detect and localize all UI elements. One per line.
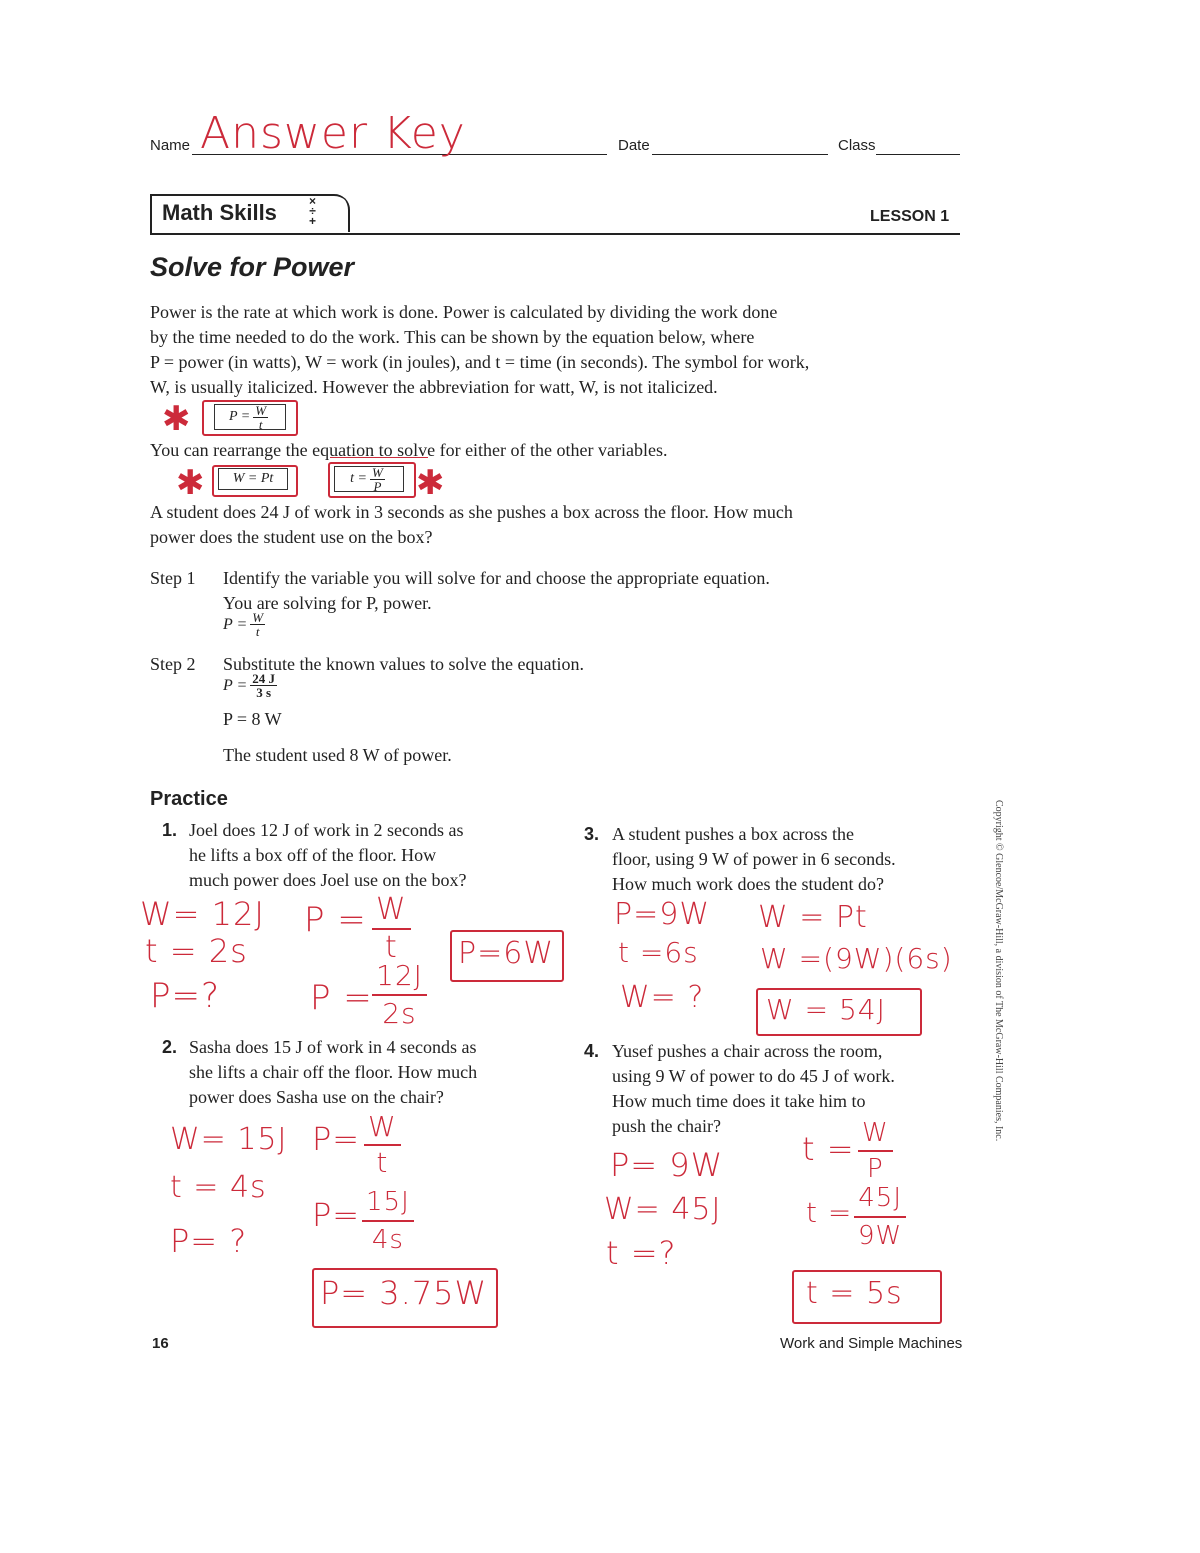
step2-eq-lhs: P =	[223, 676, 248, 694]
q1-given-time: t = 2s	[145, 932, 248, 970]
q1-eq-num: W	[372, 894, 411, 930]
q4-eq-fraction	[858, 1118, 893, 1184]
q4-line-1: Yusef pushes a chair across the room,	[612, 1041, 883, 1061]
q1-eq-fraction	[372, 894, 411, 964]
q3-number: 3.	[584, 824, 600, 844]
main-eq-num: W	[255, 402, 267, 418]
date-underline	[652, 154, 828, 155]
alt2-num: W	[372, 464, 383, 480]
q3-answer: W = 54J	[766, 993, 886, 1026]
q2-line-1: Sasha does 15 J of work in 4 seconds as	[189, 1037, 477, 1057]
q2-given-time: t = 4s	[170, 1170, 267, 1205]
rearrange-text: You can rearrange the equation to solve for either of the other variables.	[150, 440, 668, 460]
q4-sub-num: 45J	[854, 1182, 906, 1218]
q4-given-power: P= 9W	[610, 1146, 724, 1184]
step2-result: P = 8 W	[223, 709, 282, 729]
copyright-notice: Copyright © Glencoe/McGraw-Hill, a division of The McGraw-Hill Companies, Inc.	[993, 800, 1004, 1142]
q4-line-3: How much time does it take him to	[612, 1091, 866, 1111]
q1-line-2: he lifts a box off of the floor. How	[189, 845, 437, 865]
q4-sub-den: 9W	[858, 1221, 903, 1251]
alt2-fraction	[370, 466, 385, 493]
step2-equation	[223, 672, 280, 699]
q1-sub-lhs: P =	[310, 978, 373, 1018]
step1-eq-den: t	[255, 624, 260, 639]
q4-answer: t = 5s	[806, 1276, 903, 1311]
q3-given-time: t =6s	[618, 936, 699, 969]
example-conclusion: The student used 8 W of power.	[223, 745, 452, 765]
lesson-label: LESSON 1	[870, 208, 950, 225]
q3-line-2: floor, using 9 W of power in 6 seconds.	[612, 849, 896, 869]
alt-equation-1: W = Pt	[218, 468, 288, 490]
step1-eq-fraction	[250, 611, 265, 638]
q2-eq-lhs: P=	[312, 1120, 361, 1158]
q1-sub-fraction	[372, 960, 427, 1030]
step2-eq-fraction	[250, 672, 277, 699]
q2-sub-den: 4s	[371, 1225, 404, 1255]
q4-given-work: W= 45J	[604, 1192, 722, 1227]
q3-line-1: A student pushes a box across the	[612, 824, 854, 844]
q2-line-3: power does Sasha use on the chair?	[189, 1087, 444, 1107]
q1-sub-num: 12J	[372, 960, 427, 996]
q2-unknown: P= ?	[170, 1222, 248, 1260]
step2-label: Step 2	[150, 654, 196, 674]
q4-eq-lhs: t =	[802, 1130, 855, 1168]
q3-given-power: P=9W	[614, 897, 710, 932]
q1-number: 1.	[162, 820, 178, 840]
q3-substitution: W =(9W)(6s)	[760, 942, 953, 975]
q4-number: 4.	[584, 1041, 600, 1061]
q1-unknown: P=?	[150, 976, 221, 1016]
q1-line-1: Joel does 12 J of work in 2 seconds as	[189, 820, 464, 840]
q2-sub-fraction	[362, 1186, 414, 1256]
q1-given-work: W= 12J	[140, 895, 265, 933]
date-label: Date	[618, 137, 650, 154]
practice-heading: Practice	[150, 788, 228, 810]
main-eq-fraction	[253, 404, 268, 431]
asterisk-mark-2: ✱	[176, 463, 205, 503]
q4-eq-num: W	[858, 1118, 893, 1152]
rearrange-hand-underline	[330, 457, 428, 458]
q3-equation: W = Pt	[758, 900, 868, 935]
main-eq-lhs: P =	[228, 409, 251, 424]
q2-eq-num: W	[364, 1112, 401, 1146]
q1-sub-den: 2s	[382, 997, 417, 1030]
asterisk-mark-1: ✱	[162, 399, 191, 439]
q2-given-work: W= 15J	[170, 1122, 288, 1157]
banner-label: Math Skills	[162, 200, 277, 225]
alt2-den: P	[373, 478, 382, 494]
q2-sub-lhs: P=	[312, 1196, 361, 1234]
name-handwritten: Answer Key	[200, 108, 466, 159]
step1-eq-num: W	[252, 610, 264, 625]
page-title: Solve for Power	[150, 252, 355, 282]
step1-sub: You are solving for P, power.	[223, 593, 432, 613]
intro-line-4: W, is usually italicized. However the abbreviation for watt, W, is not italicized.	[150, 377, 718, 397]
step1-text: Identify the variable you will solve for and choose the appropriate equation.	[223, 568, 770, 588]
q4-line-4: push the chair?	[612, 1116, 721, 1136]
step1-equation	[223, 611, 268, 638]
banner-rule	[150, 233, 960, 235]
intro-line-2: by the time needed to do the work. This can be shown by the equation below, where	[150, 327, 755, 347]
page-number: 16	[152, 1335, 169, 1352]
q3-unknown: W= ?	[620, 980, 705, 1015]
main-equation	[214, 404, 286, 430]
q2-line-2: she lifts a chair off the floor. How much	[189, 1062, 478, 1082]
q1-answer: P=6W	[458, 936, 554, 971]
banner-right-edge	[330, 194, 350, 232]
q2-number: 2.	[162, 1037, 178, 1057]
intro-line-1: Power is the rate at which work is done. Power is calculated by dividing the work done	[150, 302, 778, 322]
q2-eq-fraction	[364, 1112, 401, 1178]
step2-eq-den: 3 s	[256, 685, 272, 700]
q4-eq-den: P	[867, 1154, 884, 1184]
intro-line-3: P = power (in watts), W = work (in joules), and t = time (in seconds). The symbol for work,	[150, 352, 810, 372]
alt-equation-2	[334, 466, 404, 492]
alt2-lhs: t =	[350, 471, 367, 486]
chapter-title: Work and Simple Machines	[780, 1335, 963, 1352]
q4-line-2: using 9 W of power to do 45 J of work.	[612, 1066, 895, 1086]
step2-text: Substitute the known values to solve the equation.	[223, 654, 584, 674]
asterisk-mark-3: ✱	[416, 463, 445, 503]
main-eq-den: t	[258, 416, 263, 432]
class-label: Class	[838, 137, 876, 154]
q4-sub-fraction	[854, 1182, 906, 1252]
step1-label: Step 1	[150, 568, 196, 588]
step2-eq-num: 24 J	[252, 671, 276, 686]
class-underline	[876, 154, 960, 155]
q2-answer: P= 3.75W	[320, 1274, 488, 1312]
step1-eq-lhs: P =	[223, 615, 248, 633]
name-label: Name	[150, 137, 191, 154]
q4-unknown: t =?	[606, 1234, 677, 1272]
q1-eq-lhs: P =	[304, 900, 367, 940]
example-line-2: power does the student use on the box?	[150, 527, 433, 547]
math-operators-icon: × ÷ +	[309, 194, 317, 228]
q4-sub-lhs: t =	[806, 1196, 853, 1229]
example-line-1: A student does 24 J of work in 3 seconds as she pushes a box across the floor. How much	[150, 502, 793, 522]
q1-eq-den: t	[384, 930, 398, 965]
q2-eq-den: t	[376, 1146, 389, 1179]
q1-line-3: much power does Joel use on the box?	[189, 870, 467, 890]
q3-line-3: How much work does the student do?	[612, 874, 884, 894]
q2-sub-num: 15J	[362, 1186, 414, 1222]
